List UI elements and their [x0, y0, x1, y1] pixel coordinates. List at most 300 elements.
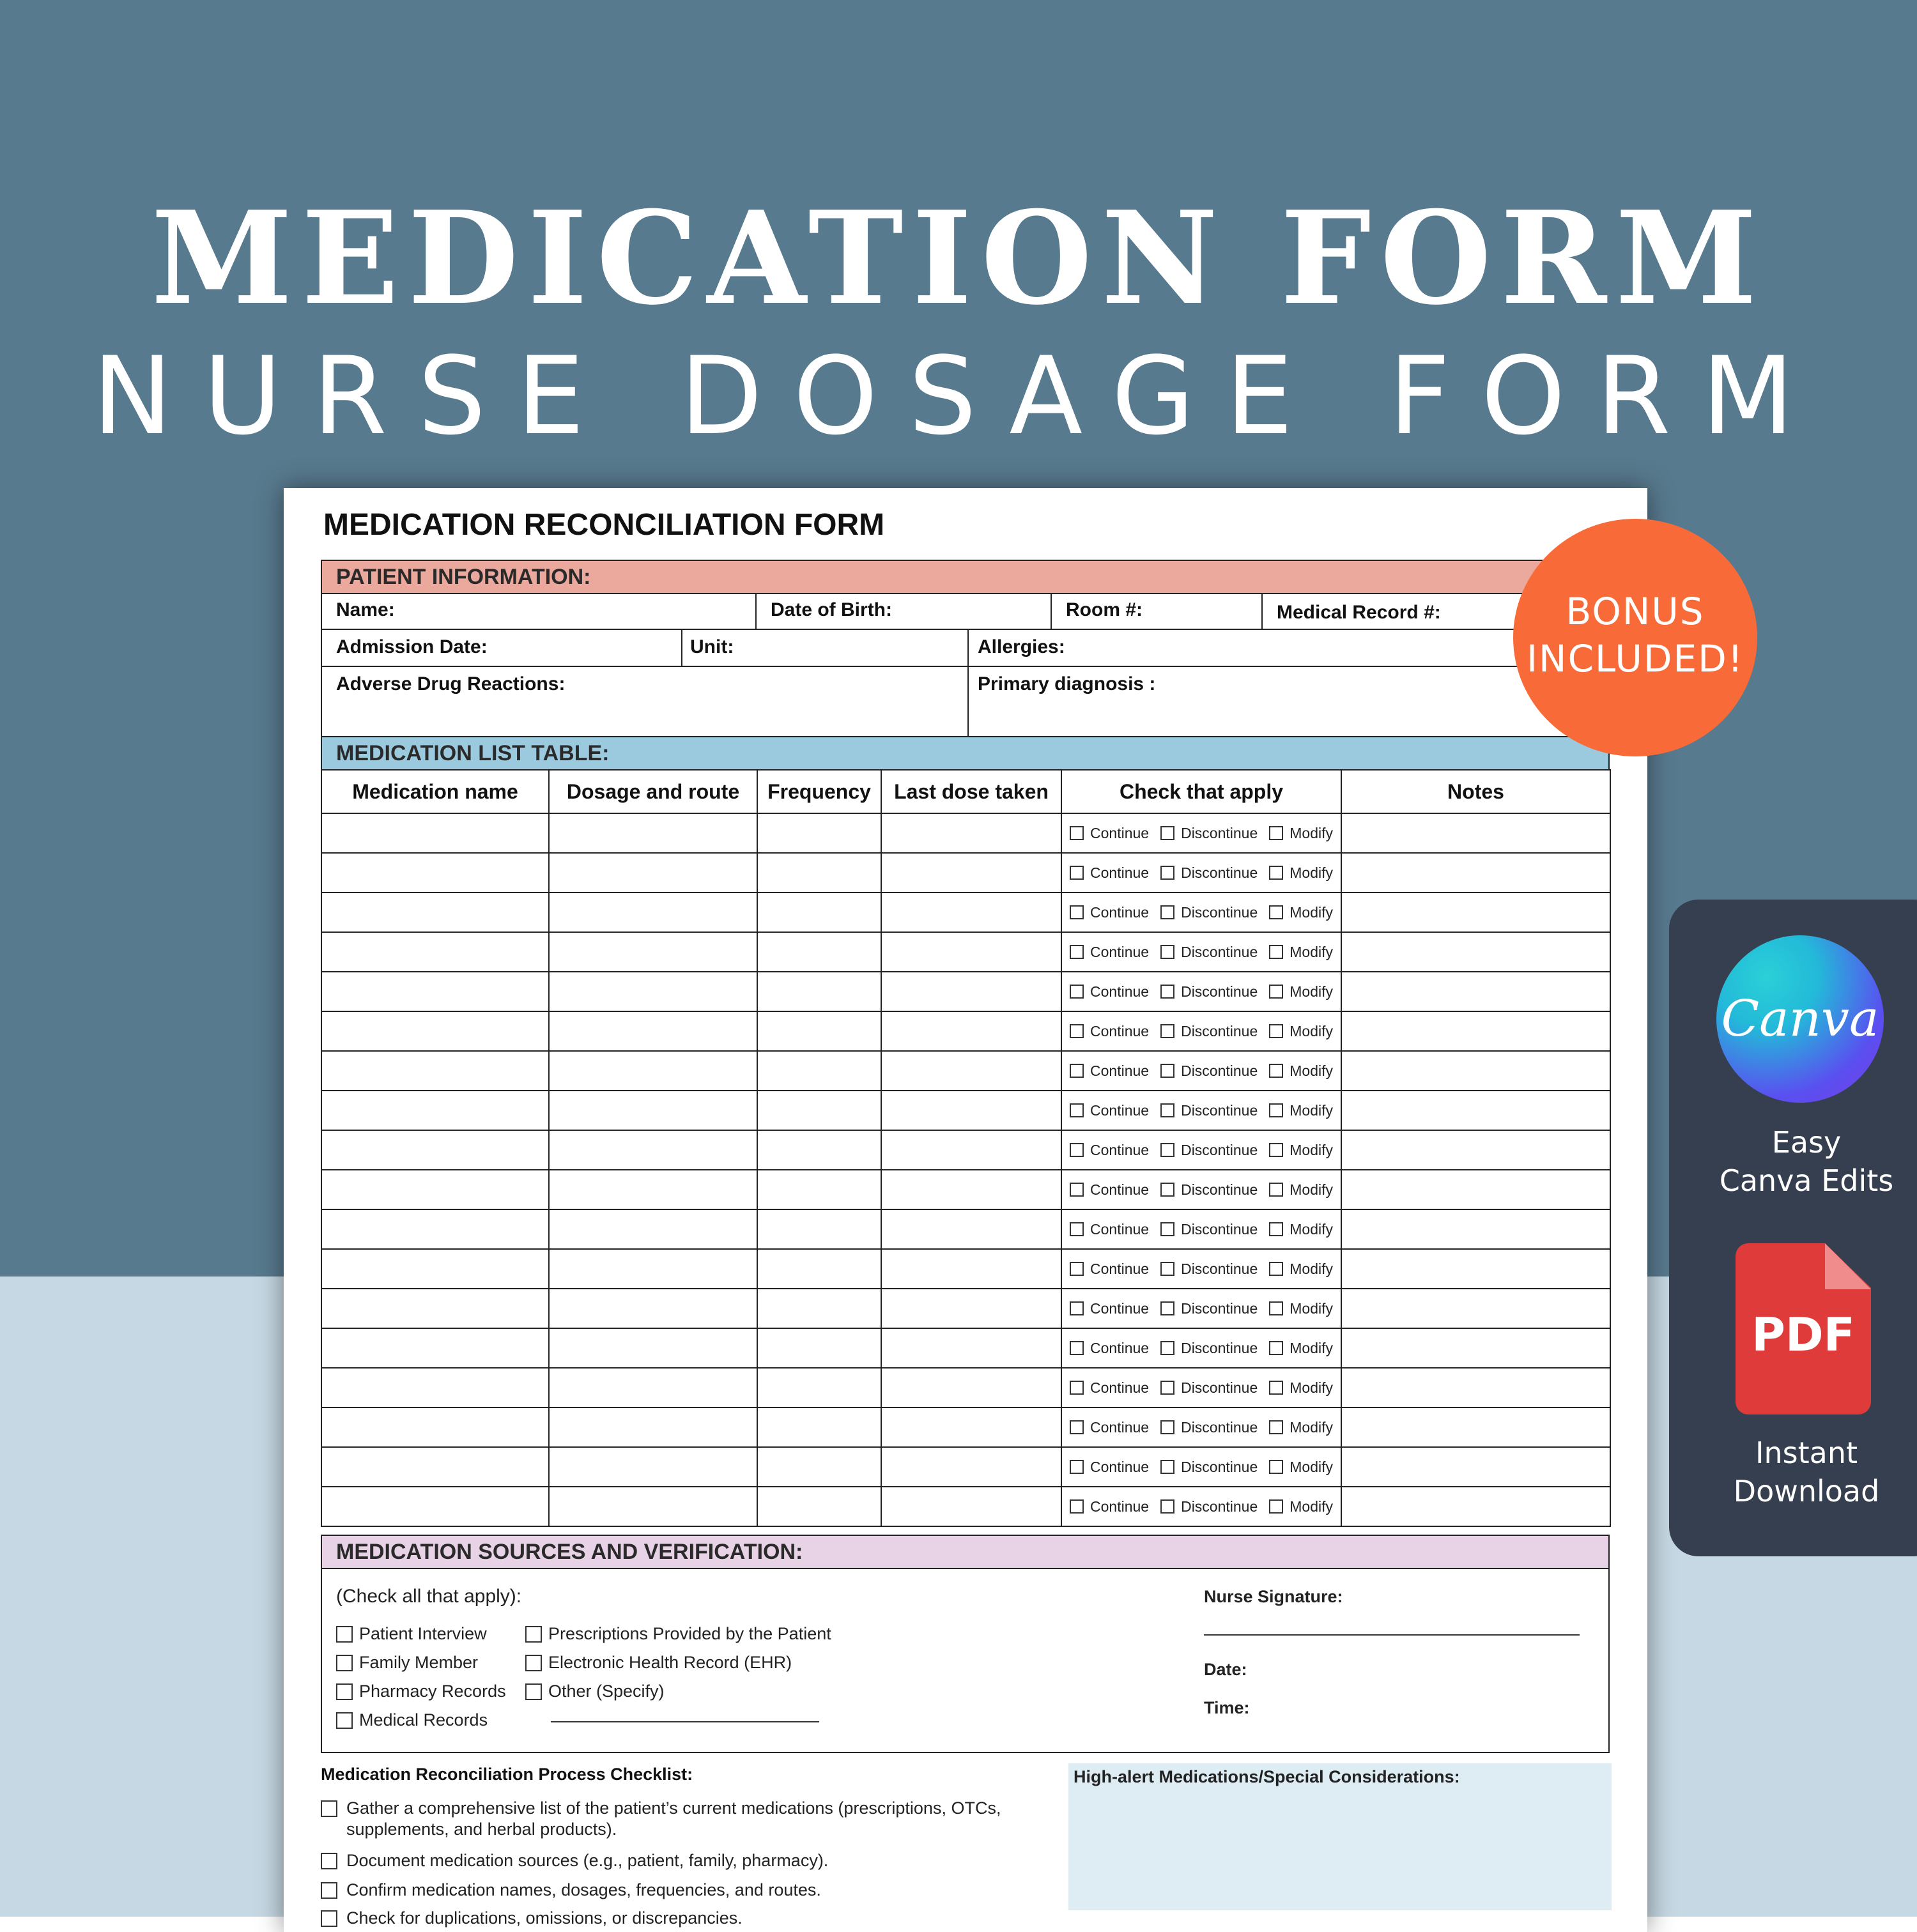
cell-medication-name[interactable]	[321, 853, 549, 893]
table-row	[321, 813, 1610, 853]
check-option-discontinue[interactable]	[1160, 1142, 1258, 1159]
cell-frequency[interactable]	[757, 1011, 881, 1051]
checkbox[interactable]	[1160, 945, 1174, 959]
cell-last-dose[interactable]	[881, 853, 1061, 893]
check-option-label: Modify	[1290, 1141, 1334, 1158]
check-option-modify[interactable]	[1269, 1142, 1333, 1159]
check-option-discontinue[interactable]	[1160, 1459, 1258, 1476]
cell-check-apply[interactable]	[1061, 972, 1341, 1011]
cell-notes[interactable]	[1341, 1011, 1610, 1051]
checkbox[interactable]	[1070, 1222, 1084, 1236]
checkbox[interactable]	[525, 1655, 542, 1671]
cell-medication-name[interactable]	[321, 1487, 549, 1526]
cell-notes[interactable]	[1341, 1170, 1610, 1209]
check-option-modify[interactable]	[1269, 983, 1333, 1000]
check-option-continue[interactable]	[1070, 1300, 1149, 1317]
check-option-continue[interactable]	[1070, 1181, 1149, 1199]
checkbox[interactable]	[1160, 1460, 1174, 1474]
source-other[interactable]	[525, 1682, 665, 1701]
checkbox[interactable]	[1269, 1024, 1283, 1038]
cell-medication-name[interactable]	[321, 972, 549, 1011]
other-specify-line[interactable]	[551, 1721, 819, 1722]
checkbox[interactable]	[1269, 1420, 1283, 1434]
cell-notes[interactable]	[1341, 1407, 1610, 1447]
cell-notes[interactable]	[1341, 972, 1610, 1011]
check-option-discontinue[interactable]	[1160, 1340, 1258, 1357]
check-options	[1062, 1340, 1341, 1357]
cell-check-apply[interactable]	[1061, 853, 1341, 893]
cell-last-dose[interactable]	[881, 1447, 1061, 1487]
cell-last-dose[interactable]	[881, 1011, 1061, 1051]
cell-frequency[interactable]	[757, 1091, 881, 1130]
checkbox[interactable]	[1269, 866, 1283, 880]
cell-medication-name[interactable]	[321, 1051, 549, 1091]
check-option-continue[interactable]	[1070, 1261, 1149, 1278]
checkbox[interactable]	[1160, 1103, 1174, 1117]
check-option-discontinue[interactable]	[1160, 1221, 1258, 1238]
check-option-label: Discontinue	[1181, 943, 1258, 960]
cell-frequency[interactable]	[757, 1209, 881, 1249]
source-label: Prescriptions Provided by the Patient	[548, 1624, 831, 1643]
check-option-modify[interactable]	[1269, 1379, 1333, 1397]
checkbox[interactable]	[1070, 1143, 1084, 1157]
cell-notes[interactable]	[1341, 853, 1610, 893]
checkbox[interactable]	[1160, 985, 1174, 999]
checkbox[interactable]	[1070, 1183, 1084, 1197]
cell-last-dose[interactable]	[881, 1289, 1061, 1328]
checkbox[interactable]	[336, 1712, 353, 1729]
banner-title: MEDICATION FORM	[151, 183, 1766, 334]
checkbox[interactable]	[1070, 1262, 1084, 1276]
check-option-label: Discontinue	[1181, 1062, 1258, 1079]
check-option-label: Continue	[1090, 1141, 1150, 1158]
check-option-label: Discontinue	[1181, 1022, 1258, 1039]
pdf-fold-icon	[1825, 1243, 1871, 1289]
check-options	[1062, 1102, 1341, 1119]
checkbox[interactable]	[1070, 1460, 1084, 1474]
cell-frequency[interactable]	[757, 1407, 881, 1447]
check-option-label: Modify	[1290, 1418, 1334, 1436]
check-option-discontinue[interactable]	[1160, 864, 1258, 882]
checkbox[interactable]	[1070, 1499, 1084, 1514]
cell-frequency[interactable]	[757, 1130, 881, 1170]
check-option-label: Continue	[1090, 1300, 1150, 1317]
col-check-apply: Check that apply	[1061, 770, 1341, 813]
cell-notes[interactable]	[1341, 1091, 1610, 1130]
time-label: Time:	[1204, 1698, 1250, 1717]
patient-info-box	[321, 593, 1610, 737]
cell-notes[interactable]	[1341, 1289, 1610, 1328]
check-option-label: Modify	[1290, 1300, 1334, 1317]
allergies-field[interactable]: Allergies:	[978, 636, 1065, 657]
check-option-continue[interactable]	[1070, 904, 1149, 921]
cell-dosage-route[interactable]	[549, 1249, 757, 1289]
cell-frequency[interactable]	[757, 1328, 881, 1368]
cell-frequency[interactable]	[757, 853, 881, 893]
cell-notes[interactable]	[1341, 1447, 1610, 1487]
checkbox[interactable]	[1070, 1064, 1084, 1078]
cell-check-apply[interactable]	[1061, 1130, 1341, 1170]
check-options	[1062, 983, 1341, 1000]
cell-frequency[interactable]	[757, 1289, 881, 1328]
cell-frequency[interactable]	[757, 893, 881, 932]
cell-last-dose[interactable]	[881, 1487, 1061, 1526]
cell-check-apply[interactable]	[1061, 1051, 1341, 1091]
checkbox[interactable]	[1269, 1103, 1283, 1117]
cell-medication-name[interactable]	[321, 1407, 549, 1447]
checkbox[interactable]	[1269, 1222, 1283, 1236]
cell-frequency[interactable]	[757, 1447, 881, 1487]
cell-notes[interactable]	[1341, 1130, 1610, 1170]
check-option-modify[interactable]	[1269, 904, 1333, 921]
check-option-discontinue[interactable]	[1160, 1261, 1258, 1278]
cell-medication-name[interactable]	[321, 813, 549, 853]
check-option-label: Discontinue	[1181, 1498, 1258, 1515]
cell-last-dose[interactable]	[881, 1249, 1061, 1289]
cell-notes[interactable]	[1341, 1487, 1610, 1526]
checkbox[interactable]	[1269, 1381, 1283, 1395]
table-row	[321, 1091, 1610, 1130]
cell-frequency[interactable]	[757, 1249, 881, 1289]
checkbox[interactable]	[1160, 905, 1174, 919]
check-option-continue[interactable]	[1070, 825, 1149, 842]
check-option-modify[interactable]	[1269, 1300, 1333, 1317]
cell-frequency[interactable]	[757, 1487, 881, 1526]
check-option-continue[interactable]	[1070, 1419, 1149, 1436]
cell-last-dose[interactable]	[881, 1130, 1061, 1170]
checkbox[interactable]	[1269, 1460, 1283, 1474]
check-options	[1062, 1300, 1341, 1317]
check-option-modify[interactable]	[1269, 1062, 1333, 1080]
cell-dosage-route[interactable]	[549, 932, 757, 972]
cell-last-dose[interactable]	[881, 972, 1061, 1011]
checkbox[interactable]	[1160, 866, 1174, 880]
source-pharmacy-records[interactable]	[336, 1682, 506, 1701]
source-prescriptions[interactable]	[525, 1624, 831, 1644]
cell-last-dose[interactable]	[881, 1051, 1061, 1091]
checkbox[interactable]	[1160, 1064, 1174, 1078]
cell-notes[interactable]	[1341, 1249, 1610, 1289]
cell-check-apply[interactable]	[1061, 893, 1341, 932]
checkbox[interactable]	[1160, 1262, 1174, 1276]
check-option-modify[interactable]	[1269, 1459, 1333, 1476]
cell-frequency[interactable]	[757, 813, 881, 853]
cell-medication-name[interactable]	[321, 1328, 549, 1368]
cell-frequency[interactable]	[757, 972, 881, 1011]
check-option-discontinue[interactable]	[1160, 1300, 1258, 1317]
cell-last-dose[interactable]	[881, 1407, 1061, 1447]
checkbox[interactable]	[1070, 945, 1084, 959]
check-options	[1062, 1142, 1341, 1159]
check-option-continue[interactable]	[1070, 1142, 1149, 1159]
check-option-modify[interactable]	[1269, 1023, 1333, 1040]
check-option-discontinue[interactable]	[1160, 1023, 1258, 1040]
checklist-item[interactable]	[321, 1850, 1043, 1871]
cell-last-dose[interactable]	[881, 813, 1061, 853]
cell-check-apply[interactable]	[1061, 1447, 1341, 1487]
checkbox[interactable]	[1269, 905, 1283, 919]
checkbox[interactable]	[1160, 1420, 1174, 1434]
checkbox[interactable]	[1269, 1341, 1283, 1355]
checkbox[interactable]	[1269, 945, 1283, 959]
name-field[interactable]: Name:	[322, 593, 757, 629]
checkbox[interactable]	[1070, 826, 1084, 840]
cell-last-dose[interactable]	[881, 1209, 1061, 1249]
cell-check-apply[interactable]	[1061, 1487, 1341, 1526]
checklist-item[interactable]	[321, 1880, 1043, 1901]
canva-caption-1: Easy	[1771, 1125, 1842, 1160]
cell-dosage-route[interactable]	[549, 972, 757, 1011]
col-frequency: Frequency	[757, 770, 881, 813]
bonus-badge	[1513, 519, 1757, 756]
checkbox[interactable]	[1269, 1301, 1283, 1315]
checkbox[interactable]	[1160, 1341, 1174, 1355]
check-option-continue[interactable]	[1070, 1459, 1149, 1476]
source-ehr[interactable]	[525, 1653, 792, 1673]
checkbox[interactable]	[321, 1882, 337, 1899]
check-option-label: Discontinue	[1181, 1260, 1258, 1277]
check-option-discontinue[interactable]	[1160, 1419, 1258, 1436]
checkbox[interactable]	[336, 1655, 353, 1671]
source-patient-interview[interactable]	[336, 1624, 487, 1644]
source-label: Pharmacy Records	[359, 1682, 506, 1701]
cell-dosage-route[interactable]	[549, 1407, 757, 1447]
check-option-discontinue[interactable]	[1160, 1181, 1258, 1199]
cell-medication-name[interactable]	[321, 1011, 549, 1051]
check-option-label: Continue	[1090, 1339, 1150, 1356]
table-row	[321, 893, 1610, 932]
cell-dosage-route[interactable]	[549, 813, 757, 853]
cell-dosage-route[interactable]	[549, 1289, 757, 1328]
check-option-continue[interactable]	[1070, 1062, 1149, 1080]
check-option-continue[interactable]	[1070, 1102, 1149, 1119]
cell-check-apply[interactable]	[1061, 1209, 1341, 1249]
cell-last-dose[interactable]	[881, 893, 1061, 932]
cell-dosage-route[interactable]	[549, 1487, 757, 1526]
check-option-label: Modify	[1290, 1458, 1334, 1475]
check-option-label: Modify	[1290, 1101, 1334, 1119]
check-option-modify[interactable]	[1269, 864, 1333, 882]
checkbox[interactable]	[336, 1626, 353, 1643]
check-option-continue[interactable]	[1070, 944, 1149, 961]
cell-dosage-route[interactable]	[549, 1051, 757, 1091]
cell-frequency[interactable]	[757, 932, 881, 972]
checkbox[interactable]	[1160, 1024, 1174, 1038]
checkbox[interactable]	[321, 1910, 337, 1927]
check-option-discontinue[interactable]	[1160, 1498, 1258, 1515]
cell-medication-name[interactable]	[321, 1091, 549, 1130]
cell-medication-name[interactable]	[321, 1289, 549, 1328]
dob-field[interactable]: Date of Birth:	[757, 593, 1052, 629]
cell-last-dose[interactable]	[881, 1170, 1061, 1209]
cell-check-apply[interactable]	[1061, 1170, 1341, 1209]
cell-medication-name[interactable]	[321, 1130, 549, 1170]
cell-medication-name[interactable]	[321, 1447, 549, 1487]
check-option-discontinue[interactable]	[1160, 825, 1258, 842]
check-option-discontinue[interactable]	[1160, 983, 1258, 1000]
admission-date-field[interactable]: Admission Date:	[322, 630, 682, 666]
primary-diagnosis-field[interactable]: Primary diagnosis :	[978, 673, 1156, 694]
check-option-discontinue[interactable]	[1160, 1379, 1258, 1397]
check-option-modify[interactable]	[1269, 944, 1333, 961]
check-option-continue[interactable]	[1070, 1023, 1149, 1040]
check-option-discontinue[interactable]	[1160, 904, 1258, 921]
cell-medication-name[interactable]	[321, 1368, 549, 1407]
nurse-signature-line[interactable]	[1204, 1634, 1580, 1636]
cell-check-apply[interactable]	[1061, 1249, 1341, 1289]
check-option-label: Modify	[1290, 1379, 1334, 1396]
source-label: Other (Specify)	[548, 1682, 665, 1701]
pdf-icon-label: PDF	[1751, 1308, 1855, 1361]
cell-notes[interactable]	[1341, 1368, 1610, 1407]
checkbox[interactable]	[1269, 1262, 1283, 1276]
cell-dosage-route[interactable]	[549, 1368, 757, 1407]
cell-dosage-route[interactable]	[549, 1130, 757, 1170]
cell-medication-name[interactable]	[321, 1170, 549, 1209]
nurse-signature-label: Nurse Signature:	[1204, 1587, 1343, 1606]
checklist-item[interactable]	[321, 1798, 1043, 1840]
check-option-continue[interactable]	[1070, 1498, 1149, 1515]
cell-check-apply[interactable]	[1061, 932, 1341, 972]
cell-dosage-route[interactable]	[549, 1170, 757, 1209]
check-option-label: Modify	[1290, 1339, 1334, 1356]
checkbox[interactable]	[1070, 1381, 1084, 1395]
checkbox[interactable]	[1070, 1024, 1084, 1038]
col-notes: Notes	[1341, 770, 1610, 813]
checkbox[interactable]	[1160, 1499, 1174, 1514]
checkbox[interactable]	[525, 1626, 542, 1643]
cell-last-dose[interactable]	[881, 1368, 1061, 1407]
cell-medication-name[interactable]	[321, 932, 549, 972]
adverse-reactions-field[interactable]: Adverse Drug Reactions:	[322, 667, 969, 737]
check-option-modify[interactable]	[1269, 1261, 1333, 1278]
cell-check-apply[interactable]	[1061, 1368, 1341, 1407]
cell-medication-name[interactable]	[321, 893, 549, 932]
check-option-modify[interactable]	[1269, 825, 1333, 842]
cell-notes[interactable]	[1341, 932, 1610, 972]
checkbox[interactable]	[1269, 826, 1283, 840]
cell-notes[interactable]	[1341, 813, 1610, 853]
check-options	[1062, 1459, 1341, 1476]
cell-notes[interactable]	[1341, 1328, 1610, 1368]
checklist-item-label: Check for duplications, omissions, or discrepancies.	[346, 1908, 743, 1928]
mrn-field[interactable]: Medical Record #:	[1277, 602, 1441, 623]
checkbox[interactable]	[321, 1853, 337, 1869]
cell-dosage-route[interactable]	[549, 853, 757, 893]
cell-check-apply[interactable]	[1061, 1289, 1341, 1328]
check-options	[1062, 944, 1341, 961]
checkbox[interactable]	[1160, 826, 1174, 840]
cell-notes[interactable]	[1341, 1051, 1610, 1091]
cell-dosage-route[interactable]	[549, 1447, 757, 1487]
cell-check-apply[interactable]	[1061, 1011, 1341, 1051]
checkbox[interactable]	[1160, 1222, 1174, 1236]
checkbox[interactable]	[1070, 985, 1084, 999]
check-option-modify[interactable]	[1269, 1221, 1333, 1238]
source-family-member[interactable]	[336, 1653, 478, 1673]
cell-dosage-route[interactable]	[549, 1091, 757, 1130]
checkbox[interactable]	[1160, 1301, 1174, 1315]
room-field[interactable]: Room #:	[1052, 593, 1263, 629]
check-option-discontinue[interactable]	[1160, 944, 1258, 961]
form-sheet	[284, 488, 1647, 1932]
check-option-continue[interactable]	[1070, 864, 1149, 882]
cell-frequency[interactable]	[757, 1170, 881, 1209]
table-row	[321, 1407, 1610, 1447]
checkbox[interactable]	[1070, 866, 1084, 880]
col-last-dose: Last dose taken	[881, 770, 1061, 813]
sources-box	[321, 1568, 1610, 1753]
cell-dosage-route[interactable]	[549, 1209, 757, 1249]
check-option-continue[interactable]	[1070, 983, 1149, 1000]
cell-check-apply[interactable]	[1061, 813, 1341, 853]
checkbox[interactable]	[336, 1683, 353, 1700]
cell-check-apply[interactable]	[1061, 1091, 1341, 1130]
check-option-label: Discontinue	[1181, 1300, 1258, 1317]
cell-dosage-route[interactable]	[549, 893, 757, 932]
cell-check-apply[interactable]	[1061, 1407, 1341, 1447]
checkbox[interactable]	[1269, 1143, 1283, 1157]
bonus-line-2: INCLUDED!	[1526, 637, 1744, 680]
cell-last-dose[interactable]	[881, 1328, 1061, 1368]
check-option-label: Discontinue	[1181, 1339, 1258, 1356]
checkbox[interactable]	[525, 1683, 542, 1700]
checkbox[interactable]	[1269, 1499, 1283, 1514]
checkbox[interactable]	[1070, 1103, 1084, 1117]
cell-last-dose[interactable]	[881, 1091, 1061, 1130]
cell-frequency[interactable]	[757, 1368, 881, 1407]
checkbox[interactable]	[1269, 1064, 1283, 1078]
check-option-label: Continue	[1090, 1022, 1150, 1039]
check-option-continue[interactable]	[1070, 1340, 1149, 1357]
check-option-modify[interactable]	[1269, 1340, 1333, 1357]
check-option-continue[interactable]	[1070, 1379, 1149, 1397]
high-alert-box[interactable]	[1068, 1763, 1612, 1910]
checkbox[interactable]	[1160, 1143, 1174, 1157]
check-option-label: Discontinue	[1181, 1220, 1258, 1238]
cell-dosage-route[interactable]	[549, 1011, 757, 1051]
check-option-modify[interactable]	[1269, 1102, 1333, 1119]
source-medical-records[interactable]	[336, 1710, 488, 1730]
cell-last-dose[interactable]	[881, 932, 1061, 972]
checkbox[interactable]	[1070, 1420, 1084, 1434]
cell-frequency[interactable]	[757, 1051, 881, 1091]
checkbox[interactable]	[1070, 905, 1084, 919]
checkbox[interactable]	[1269, 985, 1283, 999]
check-option-label: Discontinue	[1181, 864, 1258, 881]
checkbox[interactable]	[321, 1800, 337, 1817]
checklist-item[interactable]	[321, 1908, 1043, 1929]
checkbox[interactable]	[1269, 1183, 1283, 1197]
check-option-continue[interactable]	[1070, 1221, 1149, 1238]
cell-check-apply[interactable]	[1061, 1328, 1341, 1368]
checkbox[interactable]	[1160, 1183, 1174, 1197]
check-option-discontinue[interactable]	[1160, 1102, 1258, 1119]
cell-dosage-route[interactable]	[549, 1328, 757, 1368]
check-option-modify[interactable]	[1269, 1498, 1333, 1515]
check-option-discontinue[interactable]	[1160, 1062, 1258, 1080]
check-option-modify[interactable]	[1269, 1181, 1333, 1199]
cell-medication-name[interactable]	[321, 1249, 549, 1289]
cell-medication-name[interactable]	[321, 1209, 549, 1249]
check-option-modify[interactable]	[1269, 1419, 1333, 1436]
checkbox[interactable]	[1070, 1301, 1084, 1315]
cell-notes[interactable]	[1341, 1209, 1610, 1249]
checkbox[interactable]	[1160, 1381, 1174, 1395]
cell-notes[interactable]	[1341, 893, 1610, 932]
unit-field[interactable]: Unit:	[682, 630, 969, 666]
checkbox[interactable]	[1070, 1341, 1084, 1355]
